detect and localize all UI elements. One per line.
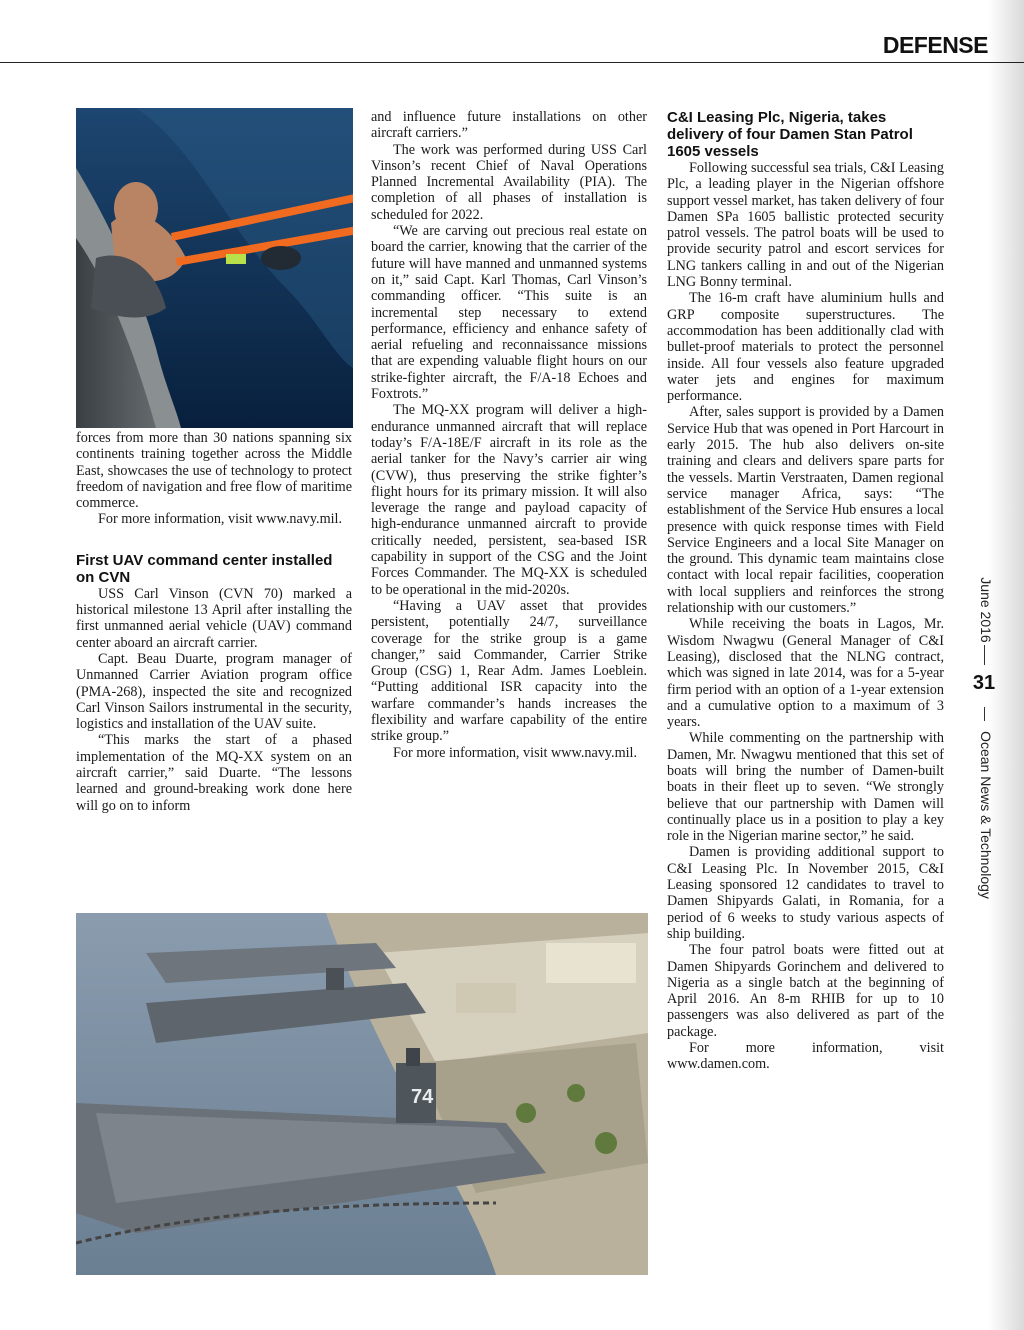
paragraph: For more information, visit www.damen.com. [667,1040,944,1073]
paragraph: “This marks the start of a phased implementation of the MQ-XX system on an aircraft carrier,” said Duarte. “The lessons learned and ground-breaking work done here will go on to inform [76,732,352,814]
carrier-hull-number: 74 [411,1086,434,1108]
paragraph: While receiving the boats in Lagos, Mr. Wisdom Nwagwu (General Manager of C&I Leasing), disclosed that the NLNG contract, which was signed in late 2014, was for a 5-year firm period with an option of a 1-year extension and a cumulative option to a maximum of 3 years. [667,616,944,731]
column-1 [76,430,352,814]
paragraph: The MQ-XX program will deliver a high-endurance unmanned aircraft that will replace today’s F/A-18E/F aircraft in its role as the aerial tanker for the Navy’s carrier air wing (CVW), thus preserving the strike fighter’s flight hours for its primary mission. It will also leverage the range and payload capacity of high-endurance unmanned aircraft to provide critically needed, persistent, sea-based ISR capability in support of the CSG and the Joint Forces Commander. The MQ-XX is scheduled to be operational in the mid-2020s. [371,402,647,598]
article-headline: First UAV command center installed on CVN [76,551,333,586]
section-title: DEFENSE [882,32,988,58]
paragraph: “Having a UAV asset that provides persistent, potentially 24/7, surveillance coverage for the strike group is a game changer,” said Commander, Carrier Strike Group (CSG) 1, Rear Adm. James Loeblein. “Putting additional ISR capacity into the warfare commander’s hands increases the flexibility and warfare capability of the entire strike group.” [371,597,647,745]
page-edge-tab [988,0,1024,1330]
paragraph: The work was performed during USS Carl Vinson’s recent Chief of Naval Operations Planned Incremental Availability (PIA). The completion of all phases of installation is scheduled for 2022. [371,141,647,223]
paragraph: The 16-m craft have aluminium hulls and GRP composite superstructures. The accommodation has been additionally clad with bullet-proof materials to protect the personnel inside. All four vessels also feature upgraded water jets and engines for maximum performance. [667,290,944,405]
paragraph: The four patrol boats were fitted out at Damen Shipyards Gorinchem and delivered to Nigeria as a single batch at the beginning of April 2016. An 8-m RHIB for up to 10 passengers was also delivered as part of the package. [667,942,944,1040]
sailor-handling-sensor-photo [76,108,353,428]
paragraph: Damen is providing additional support to C&I Leasing Plc. In November 2015, C&I Leasing sponsored 12 candidates to travel to Damen Shipyards Galati, in Romania, for a period of 6 weeks to study various aspects of ship building. [667,844,944,942]
column-3 [667,109,944,1073]
aircraft-carriers-at-pier-photo [76,913,648,1275]
paragraph: USS Carl Vinson (CVN 70) marked a historical milestone 13 April after installing the first unmanned aerial vehicle (UAV) command center aboard an aircraft carrier. [76,585,352,651]
paragraph: While commenting on the partnership with Damen, Mr. Nwagwu mentioned that this set of boats will bring the number of Damen-built boats in their fleet up to seven. “We strongly believe that our partnership with Damen will continually place us in a position to play a key role in the Nigerian marine sector,” he said. [667,730,944,845]
paragraph: Capt. Beau Duarte, program manager of Unmanned Carrier Aviation program office (PMA-268), inspected the site and recognized Carl Vinson Sailors instrumental in the security, logistics and installation of the UAV suite. [76,650,352,733]
folio-divider [984,645,985,665]
issue-date: June 2016 [978,577,994,643]
paragraph: Following successful sea trials, C&I Leasing Plc, a leading player in the Nigerian offshore support vessel market, has taken delivery of four Damen SPa 1605 ballistic protected security patrol vessels. The patrol boats will be used to provide security patrol and escort services for LNG tankers calling in and out of the Nigerian LNG Bonny terminal. [667,160,944,291]
article-headline: C&I Leasing Plc, Nigeria, takes delivery of four Damen Stan Patrol 1605 vessels [667,109,913,160]
paragraph: For more information, visit www.navy.mil. [98,511,343,528]
paragraph: For more information, visit www.navy.mil. [393,744,638,761]
column-2 [371,109,647,761]
magazine-name: Ocean News & Technology [978,731,994,899]
page-number: 31 [972,672,996,694]
paragraph: forces from more than 30 nations spanning six continents training together across the Middle East, showcases the use of technology to protect freedom of navigation and free flow of maritime commerce. [76,430,352,512]
paragraph: and influence future installations on other aircraft carriers.” [371,109,647,142]
paragraph: After, sales support is provided by a Damen Service Hub that was opened in Port Harcourt in early 2015. The hub also delivers on-site training and clears and delivers spare parts for the vessels. Martin Verstraaten, Damen regional service manager Africa, says: “The establishment of the Service Hub ensures a local presence with quick response times with Field Service Engineers and a local Site Manager on the ground. This dynamic team maintains close contact with local repair facilities, cooperation with local suppliers and reinforces the strong relationship with our customers.” [667,404,944,617]
paragraph: “We are carving out precious real estate on board the carrier, knowing that the carrier of the future will have manned and unmanned systems on it,” said Capt. Karl Thomas, Carl Vinson’s commanding officer. “This suite is an incremental step necessary to extend performance, efficiency and enhance safety of aerial refueling and reconnaissance missions that are expending valuable flight hours on our strike-fighter aircraft, the F/A-18 Echoes and Foxtrots.” [371,223,647,403]
header-rule [0,62,1024,63]
